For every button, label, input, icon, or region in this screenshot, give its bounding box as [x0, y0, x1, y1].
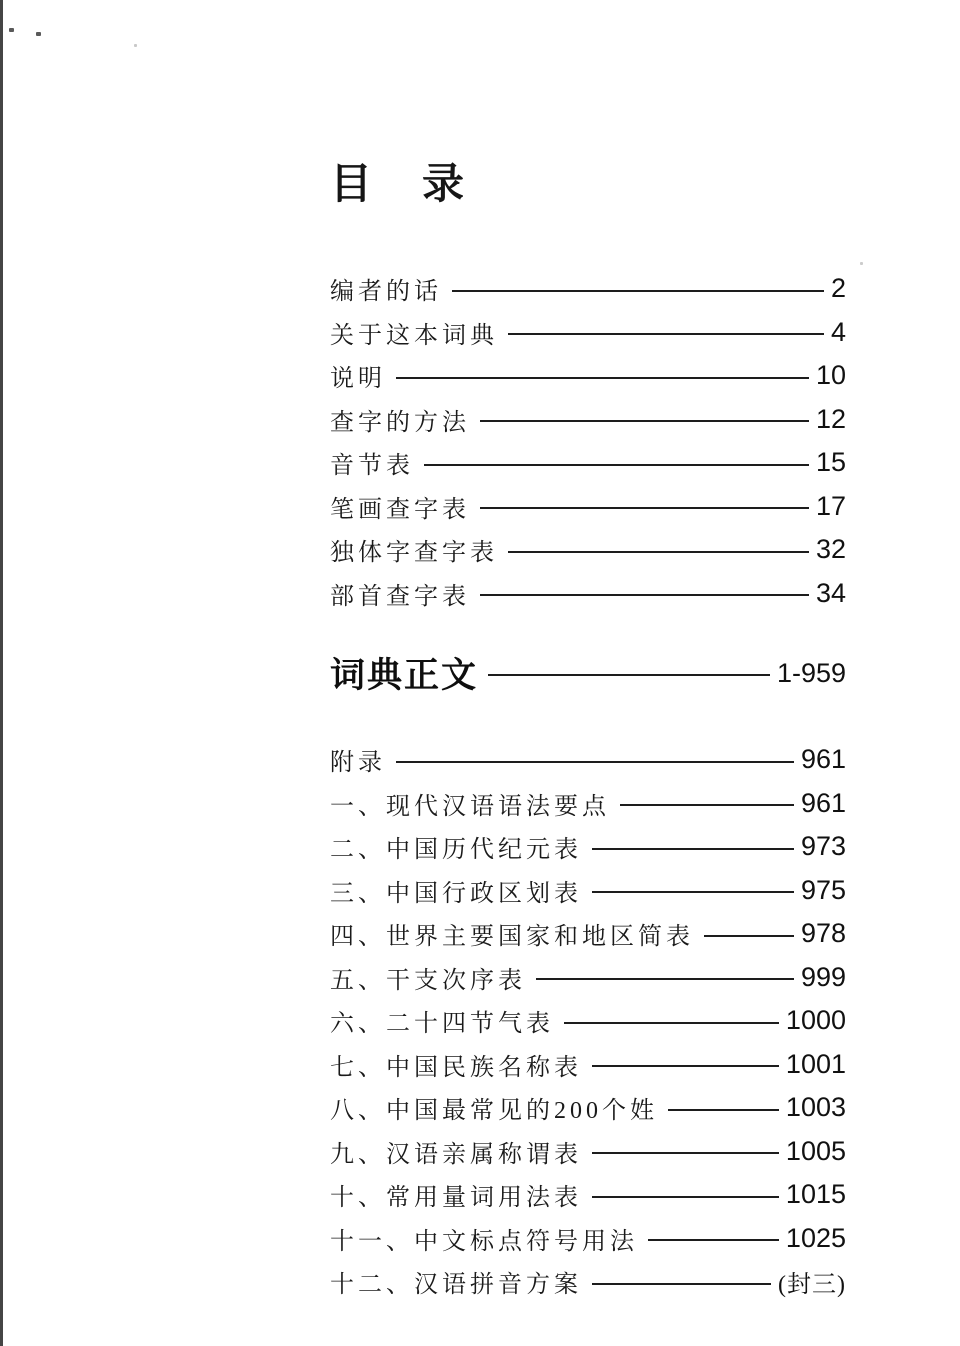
toc-page-number: 1025	[785, 1222, 846, 1253]
leader-line	[592, 891, 794, 893]
toc-entry	[330, 354, 846, 398]
toc-entry-title: 音节表	[330, 453, 414, 480]
leader-line	[620, 804, 794, 806]
toc-entry-title: 三、中国行政区划表	[330, 880, 582, 907]
toc-page-number: (封三)	[778, 1272, 846, 1299]
leader-line	[536, 978, 794, 980]
leader-line	[396, 377, 809, 379]
appendix-header-title: 附录	[330, 750, 386, 777]
toc-entry-title: 查字的方法	[330, 409, 470, 436]
toc-entry	[330, 398, 846, 442]
toc-page-number: 2	[830, 273, 846, 304]
toc-entry	[330, 782, 846, 826]
toc-page-number: 4	[830, 316, 846, 347]
scan-noise-speck	[134, 44, 137, 47]
toc-entry-title: 八、中国最常见的200个姓	[330, 1098, 658, 1125]
toc-entry	[330, 441, 846, 485]
toc-entry	[330, 912, 846, 956]
toc-page-number: 973	[800, 831, 846, 862]
toc-entry-title: 七、中国民族名称表	[330, 1054, 582, 1081]
leader-line	[564, 1022, 779, 1024]
toc-entry-title: 笔画查字表	[330, 496, 470, 523]
leader-line	[648, 1239, 779, 1241]
toc-entry-title: 部首查字表	[330, 583, 470, 610]
leader-line	[452, 290, 824, 292]
toc-page-number: 1001	[785, 1048, 846, 1079]
leader-line	[592, 1196, 779, 1198]
leader-line	[592, 848, 794, 850]
toc-entry	[330, 572, 846, 616]
scan-noise-speck	[36, 32, 41, 36]
toc-entry	[330, 825, 846, 869]
toc-entry	[330, 1260, 846, 1304]
toc-entry	[330, 267, 846, 311]
toc-entry-title: 编者的话	[330, 279, 442, 306]
toc-page-number: 1005	[785, 1135, 846, 1166]
page-title: 目 录	[330, 162, 469, 208]
toc-entry	[330, 1217, 846, 1261]
appendix-header-entry	[330, 738, 846, 782]
toc-entry-title: 一、现代汉语语法要点	[330, 793, 610, 820]
toc-entry-title: 说明	[330, 366, 386, 393]
leader-line	[592, 1065, 779, 1067]
leader-line	[704, 935, 794, 937]
toc-entry	[330, 311, 846, 355]
toc-page-number: 978	[800, 918, 846, 949]
toc-entry	[330, 1043, 846, 1087]
toc-page-number: 999	[800, 961, 846, 992]
toc-page-number: 32	[815, 534, 846, 565]
toc-entry	[330, 999, 846, 1043]
toc-entry	[330, 1173, 846, 1217]
toc-entry	[330, 528, 846, 572]
toc-entry-title: 十一、中文标点符号用法	[330, 1228, 638, 1255]
toc-page-number: 10	[815, 360, 846, 391]
toc-entry-title: 九、汉语亲属称谓表	[330, 1141, 582, 1168]
scan-noise-speck	[9, 28, 14, 32]
toc-page-number: 12	[815, 403, 846, 434]
leader-line	[592, 1152, 779, 1154]
leader-line	[480, 594, 809, 596]
main-section-title: 词典正文	[330, 656, 479, 695]
main-section-entry	[330, 648, 846, 698]
leader-line	[480, 507, 809, 509]
leader-line	[396, 761, 794, 763]
toc-entry	[330, 869, 846, 913]
leader-line	[508, 551, 809, 553]
leader-line	[592, 1283, 771, 1285]
toc-entry-title: 二、中国历代纪元表	[330, 837, 582, 864]
toc-entry-title: 独体字查字表	[330, 540, 498, 567]
toc-entry-title: 五、干支次序表	[330, 967, 526, 994]
leader-line	[668, 1109, 779, 1111]
toc-entry-title: 十、常用量词用法表	[330, 1185, 582, 1212]
toc-content	[330, 0, 846, 1304]
scan-edge-artifact	[0, 0, 3, 1346]
toc-entry-title: 关于这本词典	[330, 322, 498, 349]
leader-line	[424, 464, 809, 466]
front-matter-section	[330, 267, 846, 615]
toc-entry	[330, 1086, 846, 1130]
toc-entry	[330, 485, 846, 529]
main-section-page-range: 1-959	[776, 657, 846, 688]
leader-line	[508, 333, 824, 335]
toc-entry-title: 六、二十四节气表	[330, 1011, 554, 1038]
toc-page-number: 1015	[785, 1179, 846, 1210]
toc-page-number: 1000	[785, 1005, 846, 1036]
toc-page-number: 975	[800, 874, 846, 905]
leader-line	[488, 674, 770, 676]
toc-page-number: 17	[815, 490, 846, 521]
toc-page-number: 1003	[785, 1092, 846, 1123]
toc-entry-title: 四、世界主要国家和地区简表	[330, 924, 694, 951]
toc-entry	[330, 1130, 846, 1174]
scan-noise-speck	[860, 262, 863, 265]
appendix-header-page: 961	[800, 744, 846, 775]
toc-page-number: 961	[800, 787, 846, 818]
leader-line	[480, 420, 809, 422]
toc-page-number: 34	[815, 577, 846, 608]
toc-entry-title: 十二、汉语拼音方案	[330, 1272, 582, 1299]
toc-entry	[330, 956, 846, 1000]
appendix-section	[330, 782, 846, 1304]
toc-page-number: 15	[815, 447, 846, 478]
